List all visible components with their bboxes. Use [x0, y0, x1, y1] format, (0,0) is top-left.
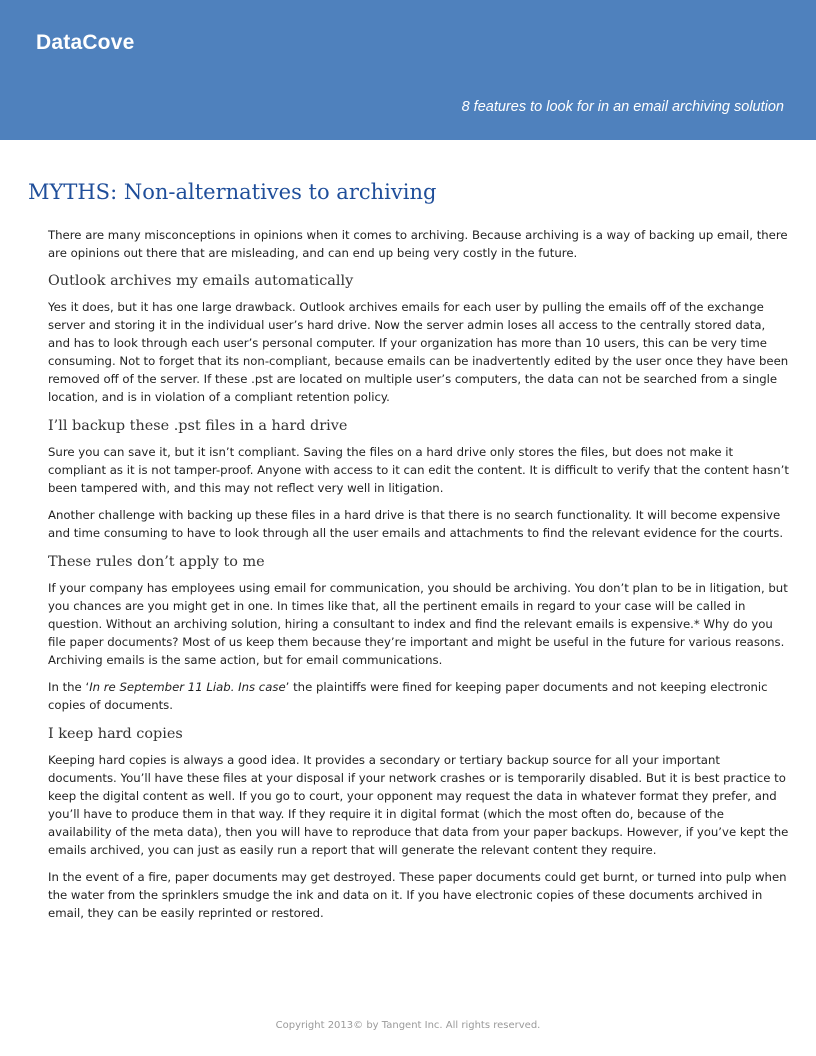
section-hard-copies	[48, 724, 790, 922]
section-paragraph: Sure you can save it, but it isn’t compliant. Saving the files on a hard drive only stores the files, but does not make it compliant as it is not tamper-proof. Anyone with access to it can edit the content. It is difficult to verify that the content hasn’t been tampered with, and this may not reflect very well in litigation.	[48, 445, 789, 495]
section-paragraph: If your company has employees using email for communication, you should be archiving. You don’t plan to be in litigation, but you chances are you might get in one. In times like that, all the pertinent emails in regard to your case will be called in question. Without an archiving solution, hiring a consultant to index and find the relevant emails is expensive.* Why do you file paper documents? Most of us keep them because they’re important and might be useful in the future for various reasons. Archiving emails is the same action, but for email communications.	[48, 581, 788, 667]
section-rules-dont-apply	[48, 552, 790, 714]
section-paragraph: Yes it does, but it has one large drawback. Outlook archives emails for each user by pulling the emails off of the exchange server and storing it in the individual user’s hard drive. Now the server admin loses all access to the centrally stored data, and has to look through each user’s personal computer. If your organization has more than 10 users, this can be very time consuming. Not to forget that its non-compliant, because emails can be inadvertently edited by the user once they have been removed off of the server. If these .pst are located on multiple user’s computers, the data can not be searched from a single location, and is in violation of a compliant retention policy.	[48, 300, 789, 404]
intro-paragraph: There are many misconceptions in opinions when it comes to archiving. Because archiving is a way of backing up email, there are opinions out there that are misleading, and can end up being very costly in the future.	[48, 228, 788, 260]
section-heading: These rules don’t apply to me	[48, 554, 265, 570]
section-paragraph: Keeping hard copies is always a good idea. It provides a secondary or tertiary backup source for all your important documents. You’ll have these files at your disposal if your network crashes or is temporarily disabled. But it is best practice to keep the digital content as well. If you go to court, your opponent may request the data in whatever format they prefer, and you’ll have to produce them in that way. If they require it in digital format (which the most often do, because of the availability of the meta data), then you will have to reproduce that data from your paper backups. However, if you’ve kept the emails archived, you can just as easily run a report that will generate the relevant content they require.	[48, 753, 789, 857]
section-heading: I’ll backup these .pst files in a hard drive	[48, 418, 348, 434]
section-paragraph: In the event of a fire, paper documents may get destroyed. These paper documents could get burnt, or turned into pulp when the water from the sprinklers smudge the ink and data on it. If you have electronic copies of these documents archived in email, they can be easily reprinted or restored.	[48, 870, 787, 920]
brand-name: DataCove	[36, 31, 135, 54]
copyright-footer: Copyright 2013© by Tangent Inc. All rights reserved.	[275, 1020, 541, 1031]
case-name: In re September 11 Liab. Ins case	[89, 680, 286, 694]
case-note-after: ’ the plaintiffs were fined for keeping paper documents and not keeping electronic copies of documents.	[48, 680, 768, 712]
section-paragraph: Another challenge with backing up these files in a hard drive is that there is no search functionality. It will become expensive and time consuming to have to look through all the user emails and attachments to find the relevant evidence for the courts.	[48, 508, 784, 540]
section-backup-pst	[48, 416, 790, 542]
case-note-before: In the ‘	[48, 680, 90, 694]
page-title: MYTHS: Non-alternatives to archiving	[28, 180, 437, 204]
section-heading: I keep hard copies	[48, 726, 183, 742]
case-note	[48, 678, 790, 714]
header-banner	[0, 0, 816, 140]
section-outlook-archives	[48, 271, 790, 406]
header-tagline: 8 features to look for in an email archiving solution	[461, 99, 784, 115]
document-body	[48, 226, 790, 931]
section-heading: Outlook archives my emails automatically	[48, 273, 354, 289]
